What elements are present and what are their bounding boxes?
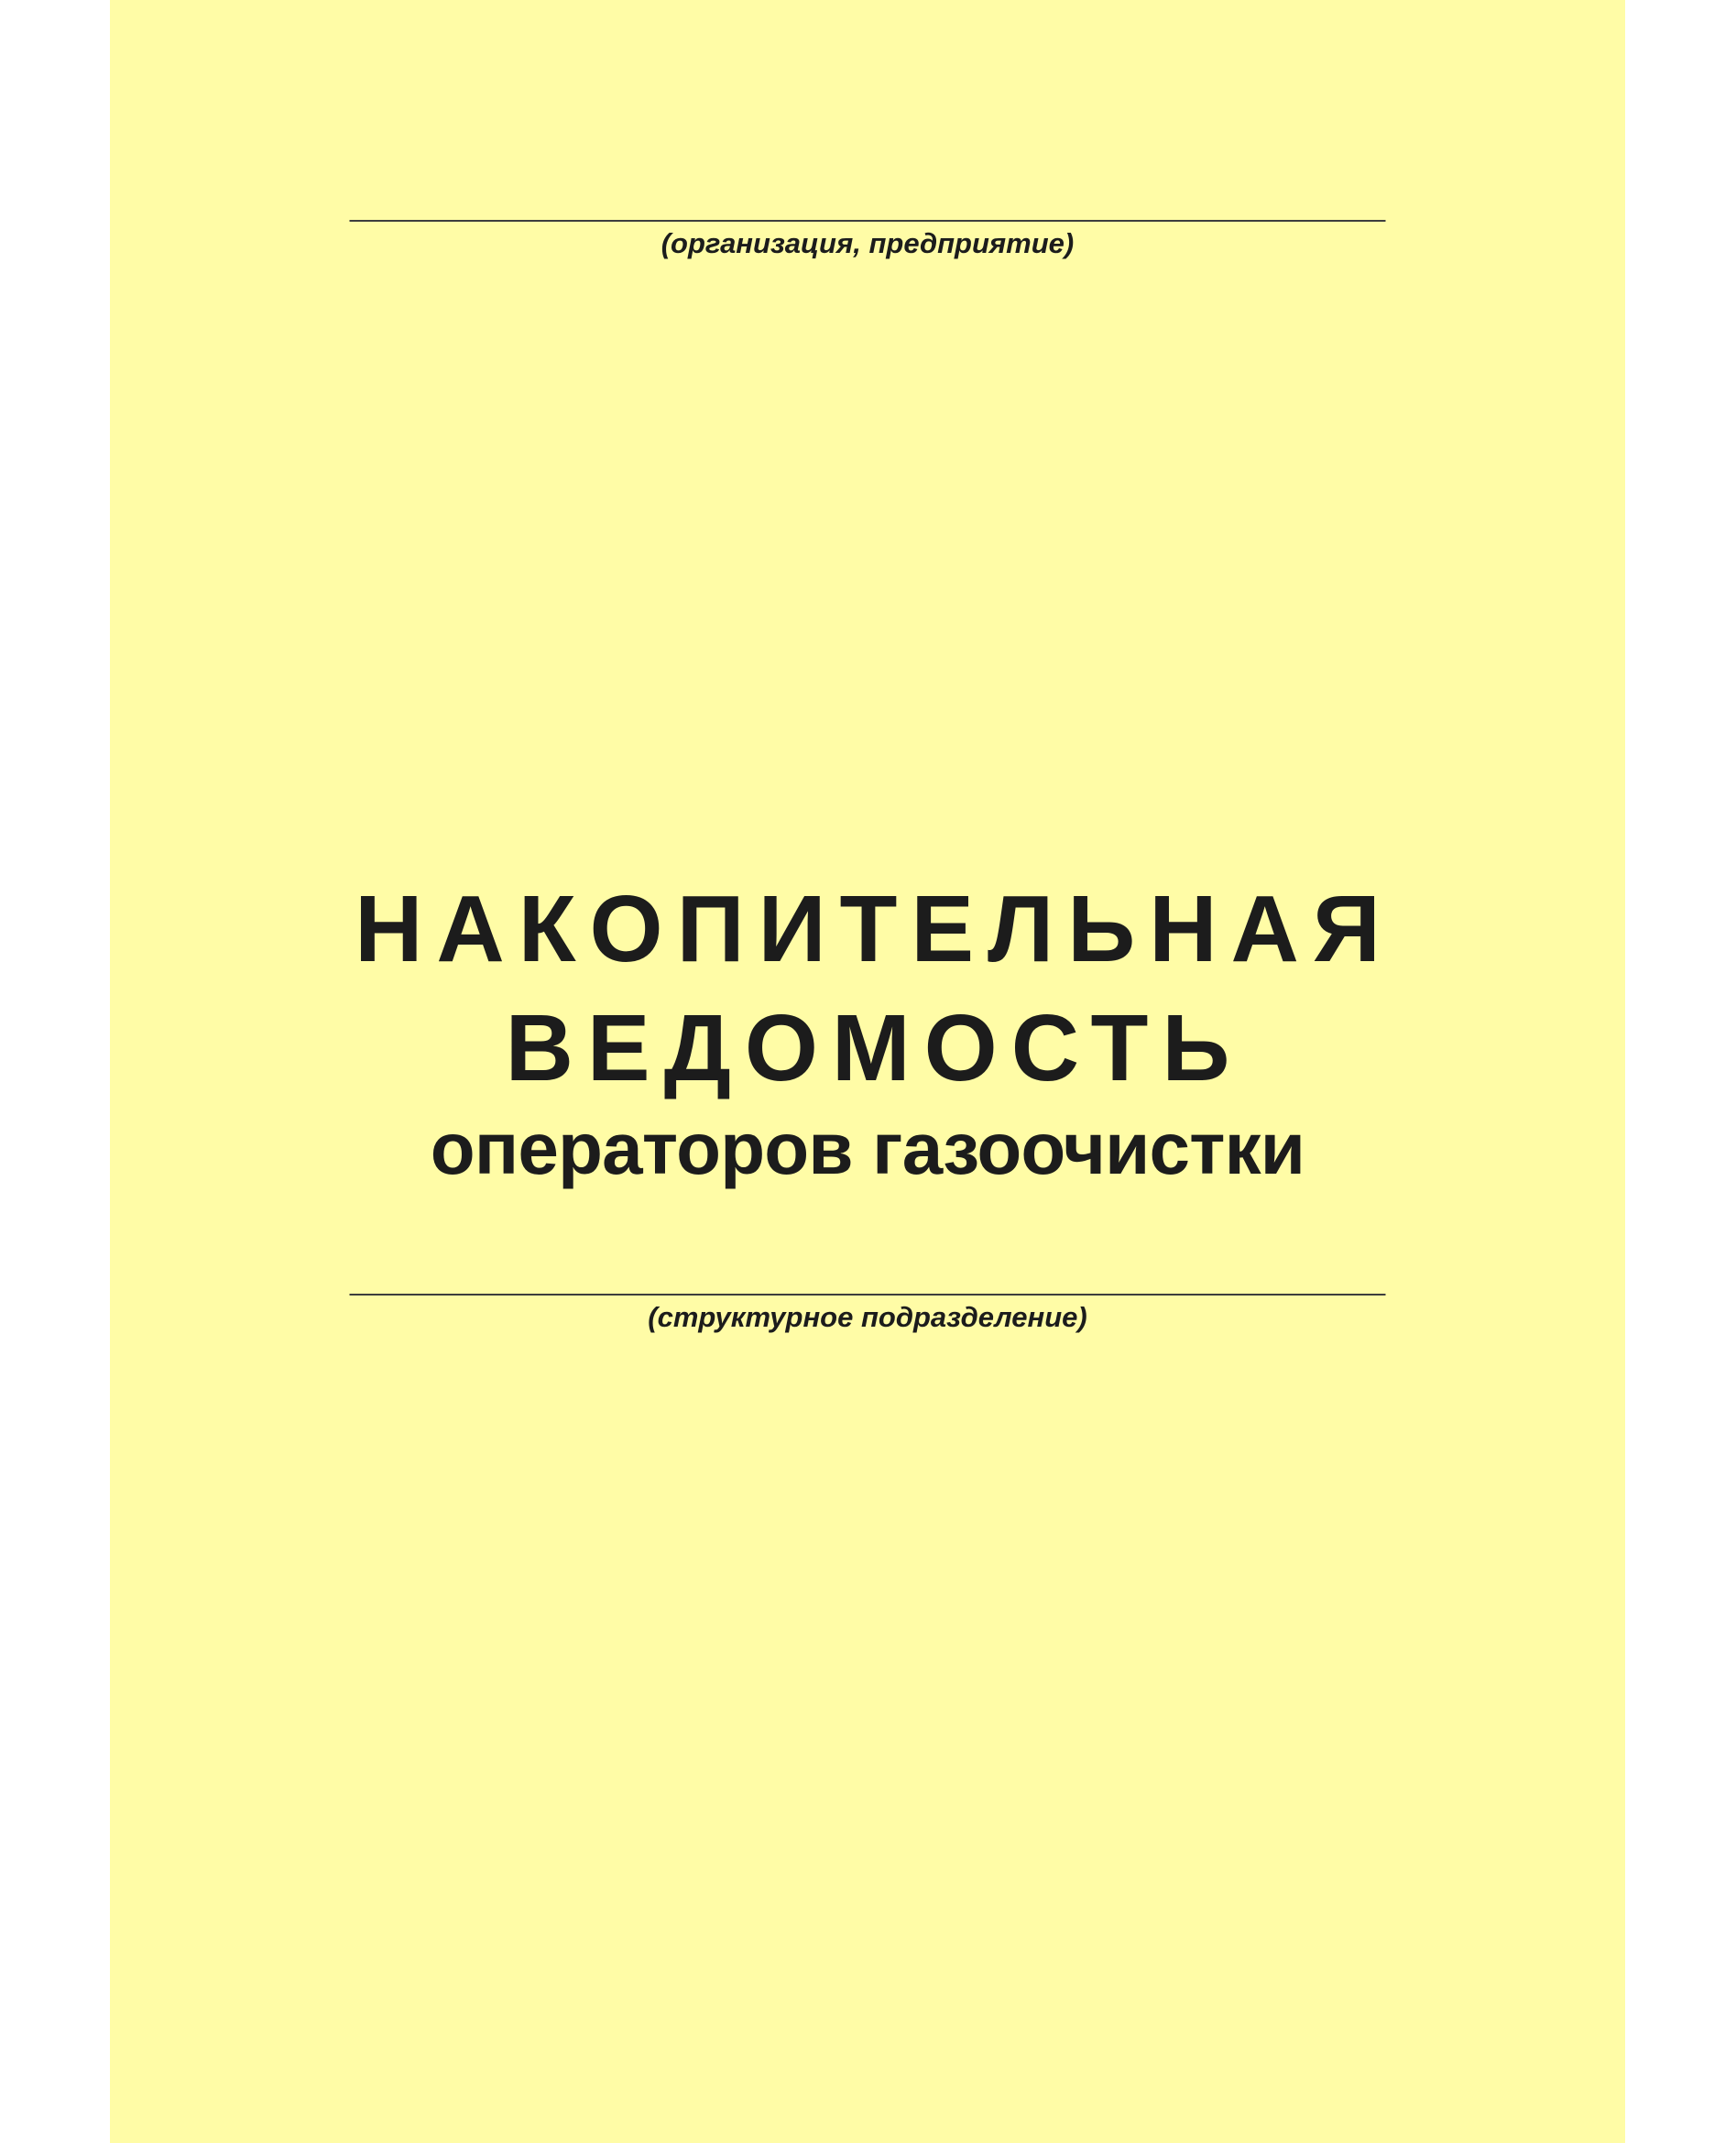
document-subtitle: операторов газоочистки: [430, 1108, 1305, 1189]
organization-fill-in-line: [350, 220, 1386, 222]
department-field-caption: (структурное подразделение): [648, 1301, 1087, 1333]
organization-field-caption: (организация, предприятие): [661, 227, 1075, 259]
document-cover-sheet: [110, 0, 1625, 2143]
department-fill-in-line: [350, 1294, 1386, 1296]
document-title-line-1: НАКОПИТЕЛЬНАЯ: [355, 876, 1394, 981]
document-title-line-2: ВЕДОМОСТЬ: [505, 995, 1244, 1100]
